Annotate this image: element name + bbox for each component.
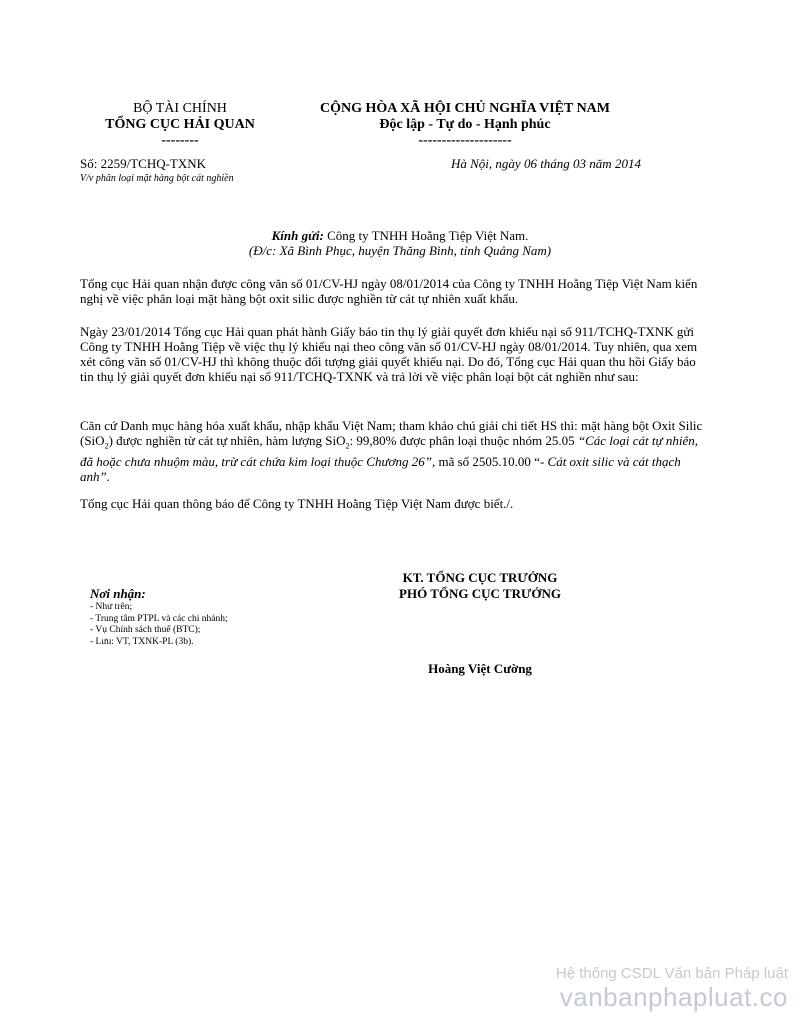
list-item: - Lưu: VT, TXNK-PL (3b).	[90, 636, 194, 647]
list-item: - Như trên;	[90, 602, 133, 612]
signature-line-2: PHÓ TỔNG CỤC TRƯỞNG	[399, 586, 561, 601]
p3-text-2: ) được nghiền từ cát tự nhiên, hàm lượng SiO	[108, 433, 346, 448]
recipient-name: Công ty TNHH Hoằng Tiệp Việt Nam.	[323, 228, 529, 243]
p3-text-4: , mã số 2505.10.00 “	[431, 453, 540, 469]
agency-parent: BỘ TÀI CHÍNH	[133, 101, 227, 116]
p3-italic-1: “Các loại cát tự nhiên, đã hoặc chưa nhuộm màu, trừ cát chứa kim loại thuộc Chương 26”	[80, 433, 698, 469]
recipients-heading: Nơi nhận:	[90, 586, 146, 601]
p3-sub-2: 2	[345, 441, 350, 451]
recipient-label: Kính gửi:	[271, 228, 324, 243]
document-subject: V/v phân loại mặt hàng bột cát nghiền	[80, 173, 234, 184]
p3-italic-2: - Cát oxit silic và cát thạch anh”.	[80, 453, 681, 484]
recipient-line	[80, 228, 720, 243]
nation-name: CỘNG HÒA XÃ HỘI CHỦ NGHĨA VIỆT NAM	[319, 101, 610, 116]
recipients-list	[90, 602, 228, 648]
document-number: Số: 2259/TCHQ-TXNK	[80, 156, 207, 171]
signature-title-block	[380, 570, 580, 602]
watermark	[556, 965, 788, 1013]
body-paragraph-1: Tổng cục Hải quan nhận được công văn số 01/CV-HJ ngày 08/01/2014 của Công ty TNHH Hoằng Tiệp Việt Nam kiến nghị về việc phân loại mặt hàng bột oxit silic được nghiền từ cát tự nhiên xuất khẩu.	[80, 276, 698, 306]
recipients-list-block	[90, 586, 228, 648]
motto-rule: --------------------	[418, 133, 512, 148]
watermark-line-2: vanbanphapluat.co	[559, 982, 788, 1012]
body-paragraph-4: Tổng cục Hải quan thông báo để Công ty TNHH Hoằng Tiệp Việt Nam được biết./.	[80, 496, 514, 511]
place-and-date: Hà Nội, ngày 06 tháng 03 năm 2014	[451, 156, 641, 171]
list-item: - Vụ Chính sách thuế (BTC);	[90, 625, 201, 636]
national-motto: Độc lập - Tự do - Hạnh phúc	[379, 117, 551, 132]
watermark-line-1: Hệ thống CSDL Văn bản Pháp luật	[555, 965, 788, 982]
signer-name: Hoàng Việt Cường	[428, 661, 532, 676]
p3-sub-1: 2	[104, 441, 109, 451]
body-paragraph-2: Ngày 23/01/2014 Tổng cục Hải quan phát hành Giấy báo tin thụ lý giải quyết đơn khiếu nại số 911/TCHQ-TXNK gửi Công ty TNHH Hoằng Tiệp về việc thụ lý khiếu nại theo công văn số 01/CV-HJ ngày 08/01/2014. Tuy nhiên, qua xem xét công văn số 01/CV-HJ thì không thuộc đối tượng giải quyết khiếu nại. Do đó, Tổng cục Hải quan thu hồi Giấy báo tin thụ lý giải quyết đơn khiếu nại số 911/TCHQ-TXNK và trả lời về việc phân loại bột cát nghiền như sau:	[80, 324, 698, 384]
body-paragraph-3	[80, 418, 706, 484]
recipient-address: (Đ/c: Xã Bình Phục, huyện Thăng Bình, tỉnh Quảng Nam)	[248, 243, 552, 258]
p3-text-1: Căn cứ Danh mục hàng hóa xuất khẩu, nhập khẩu Việt Nam; tham khảo chú giải chi tiết HS thì: mặt hàng bột Oxit Silic (SiO	[80, 418, 703, 448]
list-item: - Trung tâm PTPL và các chi nhánh;	[90, 613, 228, 624]
p3-text-3: : 99,80% được phân loại thuộc nhóm 25.05	[349, 433, 578, 448]
recipient-block	[80, 228, 720, 258]
agency-rule: --------	[161, 133, 199, 148]
issuing-agency-block	[80, 101, 280, 149]
signature-line-1: KT. TỔNG CỤC TRƯỞNG	[402, 570, 558, 585]
national-header-block	[300, 101, 630, 149]
agency-name: TỔNG CỤC HẢI QUAN	[105, 117, 255, 132]
